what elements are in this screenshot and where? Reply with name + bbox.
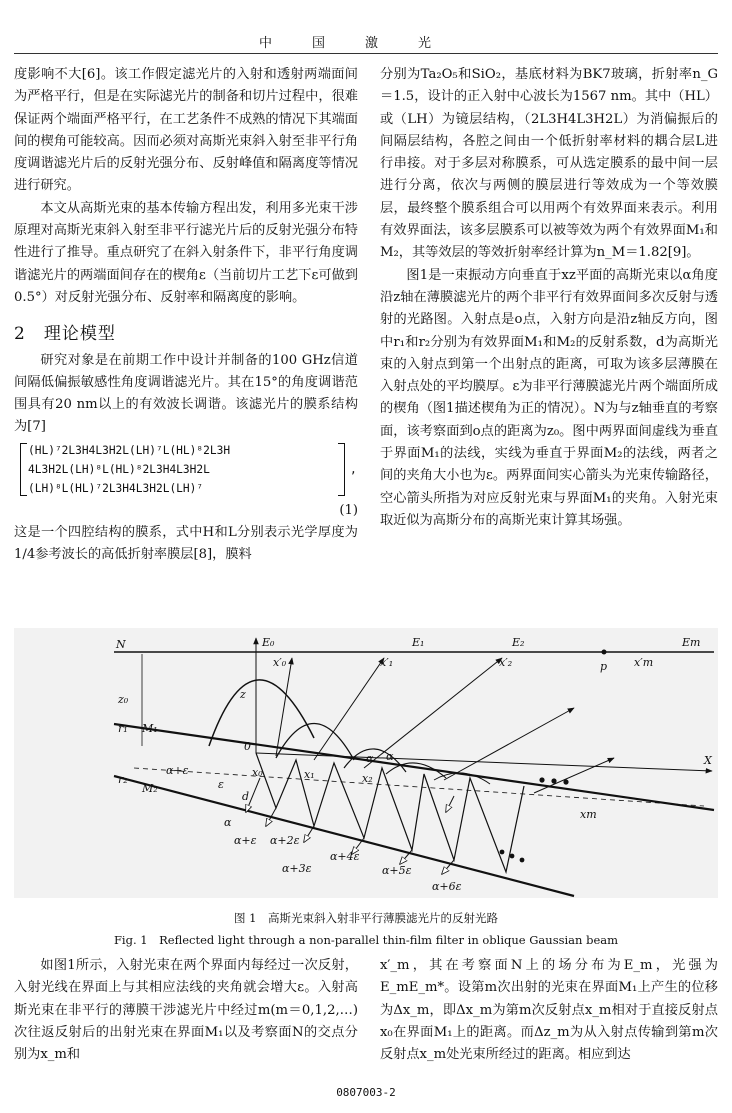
paragraph: 本文从高斯光束的基本传输方程出发，利用多光束干涉原理对高斯光束斜入射至非平行滤光片后的反射光强分布特性进行了推导。重点研究了在斜入射条件下，非平行角度调谐滤光片的两端面间存在的楔角ε（当前切片工艺下ε可做到0.5°）对反射光强分布、反射率和隔离度的影响。 (14, 200, 358, 305)
label-p: p (600, 660, 608, 673)
label-n: N (116, 638, 126, 651)
output-ray-1 (314, 658, 384, 760)
left-column (14, 64, 358, 567)
label-origin: 0 (244, 740, 251, 753)
label-e0: E₀ (262, 636, 275, 649)
output-ray-4 (534, 758, 614, 793)
equation-line: (HL)⁷2L3H4L3H2L(LH)⁷L(HL)⁸2L3H (28, 443, 231, 457)
ellipsis-dot (539, 777, 544, 782)
label-r1: r₁ (118, 722, 128, 735)
label-angle-2: α+ε (234, 834, 257, 847)
label-x0: x₀ (252, 766, 263, 779)
label-angle-1: α (224, 816, 232, 829)
hollow-arrow-7 (446, 796, 454, 812)
label-x0prime: x′₀ (273, 656, 287, 669)
ellipsis-dot (520, 858, 525, 863)
label-alpha-eps: α+ε (166, 764, 189, 777)
label-x2prime: x′₂ (499, 656, 513, 669)
hollow-arrow-3 (304, 826, 314, 842)
interface-m2 (114, 776, 574, 896)
label-xm: xm (580, 808, 597, 821)
label-angle-7: α+6ε (432, 880, 462, 893)
bottom-right-column (380, 955, 718, 1066)
paragraph: 分别为Ta₂O₅和SiO₂，基底材料为BK7玻璃，折射率n_G＝1.5，设计的正入射中心波长为1567 nm。其中（HL）或（LH）为镜层结构，（2L3H4L3H2L）为消偏振后的间隔层结构，各腔之间由一个低折射率材料的耦合层L进行串接。对于多层对称膜系，可从选定膜系的最中间一层进行分离，依次与两侧的膜层进行等效成为一个等效膜层，最终整个膜系组合可以用两个有效界面来表示。利用有效界面法，该多层膜系可以被等效为两个有效界面M₁和M₂，其等效层的等效折射率经计算为n_M＝1.82[9]。 (380, 67, 718, 261)
label-xmprime: x′m (634, 656, 654, 669)
paragraph: 如图1所示，入射光束在两个界面内每经过一次反射，入射光线在界面上与其相应法线的夹角就会增大ε。入射高斯光束在非平行的薄膜干涉滤光片中经过m(m＝0,1,2,…)次往返反射后的出射光束在界面M₁以及考察面N的交点分别为x_m和 (14, 958, 358, 1063)
label-e2: E₂ (512, 636, 525, 649)
label-z0: z₀ (118, 693, 129, 706)
section-title: 2 理论模型 (14, 324, 116, 345)
paragraph: 研究对象是在前期工作中设计并制备的100 GHz信道间隔低偏振敏感性角度调谐滤光片。其在15°的角度调谐范围具有20 nm以上的有效波长调谐。该滤光片的膜系结构为[7] (14, 352, 358, 435)
paragraph: 这是一个四腔结构的膜系，式中H和L分别表示光学厚度为1/4参考波长的高低折射率膜层[8]，膜料 (14, 525, 358, 563)
label-x1prime: x′₁ (380, 656, 394, 669)
label-eps: ε (218, 778, 224, 791)
ellipsis-dot (563, 779, 568, 784)
gaussian-profile-incident (209, 680, 314, 746)
label-z: z (240, 688, 246, 701)
page-id: 0807003-2 (336, 1086, 396, 1099)
equation-1 (20, 441, 358, 498)
label-angle-5: α+4ε (330, 850, 360, 863)
running-header: 中国激光 (258, 36, 471, 51)
label-em: Em (682, 636, 701, 649)
equation-line: 4L3H2L(LH)⁸L(HL)⁸2L3H4L3H2L (28, 462, 210, 476)
equation-line: (LH)⁸L(HL)⁷2L3H4L3H2L(LH)⁷ (28, 481, 204, 495)
label-x2: x₂ (362, 772, 373, 785)
left-bracket (20, 443, 27, 496)
figure-caption-en: Fig. 1 Reflected light through a non-parallel thin-film filter in oblique Gaussian beam (113, 933, 619, 947)
equation-comma: , (350, 462, 357, 476)
paragraph: 度影响不大[6]。该工作假定滤光片的入射和透射两端面间为严格平行，但是在实际滤光片的制备和切片过程中，很难保证两个端面严格平行，在工艺条件不成熟的情况下其端面间的楔角可能较高。因而必须对高斯光束斜入射至非平行角度调谐滤光片后的反射光强分布、反射峰值和隔离度等情况进行研究。 (14, 67, 358, 194)
figure-caption-cn: 图 1 高斯光束斜入射非平行薄膜滤光片的反射光路 (234, 911, 498, 925)
label-angle-6: α+5ε (382, 864, 412, 877)
ellipsis-dot (510, 854, 515, 859)
right-column (380, 64, 718, 532)
paragraph: x′_m，其在考察面N上的场分布为E_m，光强为E_mE_m*。设第m次出射的光束在界面M₁上产生的位移为Δx_m，即Δx_m为第m次反射点x_m相对于直接反射点x₀在界面M₁上的距离。而Δz_m为从入射点传输到第m次反射点x_m处光束所经过的距离。相应到达 (380, 958, 718, 1063)
label-d: d (242, 790, 250, 803)
equation-number: (1) (339, 502, 358, 518)
label-angle-3: α+2ε (270, 834, 300, 847)
label-x1: x₁ (304, 768, 315, 781)
ellipsis-dot (500, 850, 505, 855)
label-m1: M₁ (142, 722, 158, 735)
right-bracket (338, 443, 345, 496)
header-rule (14, 53, 718, 54)
paragraph: 图1是一束振动方向垂直于xz平面的高斯光束以α角度沿z轴在薄膜滤光片的两个非平行有效界面间多次反射与透射的光路图。入射点是o点，入射方向是沿z轴反方向，图中r₁和r₂分别为有效界面M₁和M₂的反射系数，d为高斯光束的入射点到第一个出射点的距离，可取为该多层薄膜在入射点处的平均膜厚。ε为非平行薄膜滤光片两个端面所成的楔角（图1描述楔角为正的情况）。N为与z轴垂直的考察面，该考察面到o点的距离为z₀。图中两界面间虚线为垂直于界面M₁的法线，实线为垂直于界面M₂的法线，两者之间的夹角大小也为ε。两界面间实心箭头为光束传输路径，空心箭头所指为对应反射光束与界面M₁的夹角。入射光束取近似为高斯分布的高斯光束计算其场强。 (380, 267, 718, 528)
interface-m1 (114, 724, 714, 810)
label-x-axis: X (704, 754, 712, 767)
optical-path-diagram (14, 628, 718, 898)
label-e1: E₁ (412, 636, 425, 649)
figure-1 (14, 628, 718, 898)
x-axis-line (256, 753, 712, 771)
label-alpha: α (366, 752, 374, 765)
label-alpha-top: α (386, 750, 394, 763)
label-angle-4: α+3ε (282, 862, 312, 875)
label-r2: r₂ (118, 773, 128, 786)
bottom-left-column (14, 955, 358, 1066)
output-ray-0 (276, 658, 292, 756)
output-ray-2 (364, 658, 502, 768)
point-p-marker (602, 650, 607, 655)
label-m2: M₂ (142, 782, 158, 795)
output-ray-3 (444, 708, 574, 780)
ellipsis-dot (551, 778, 556, 783)
